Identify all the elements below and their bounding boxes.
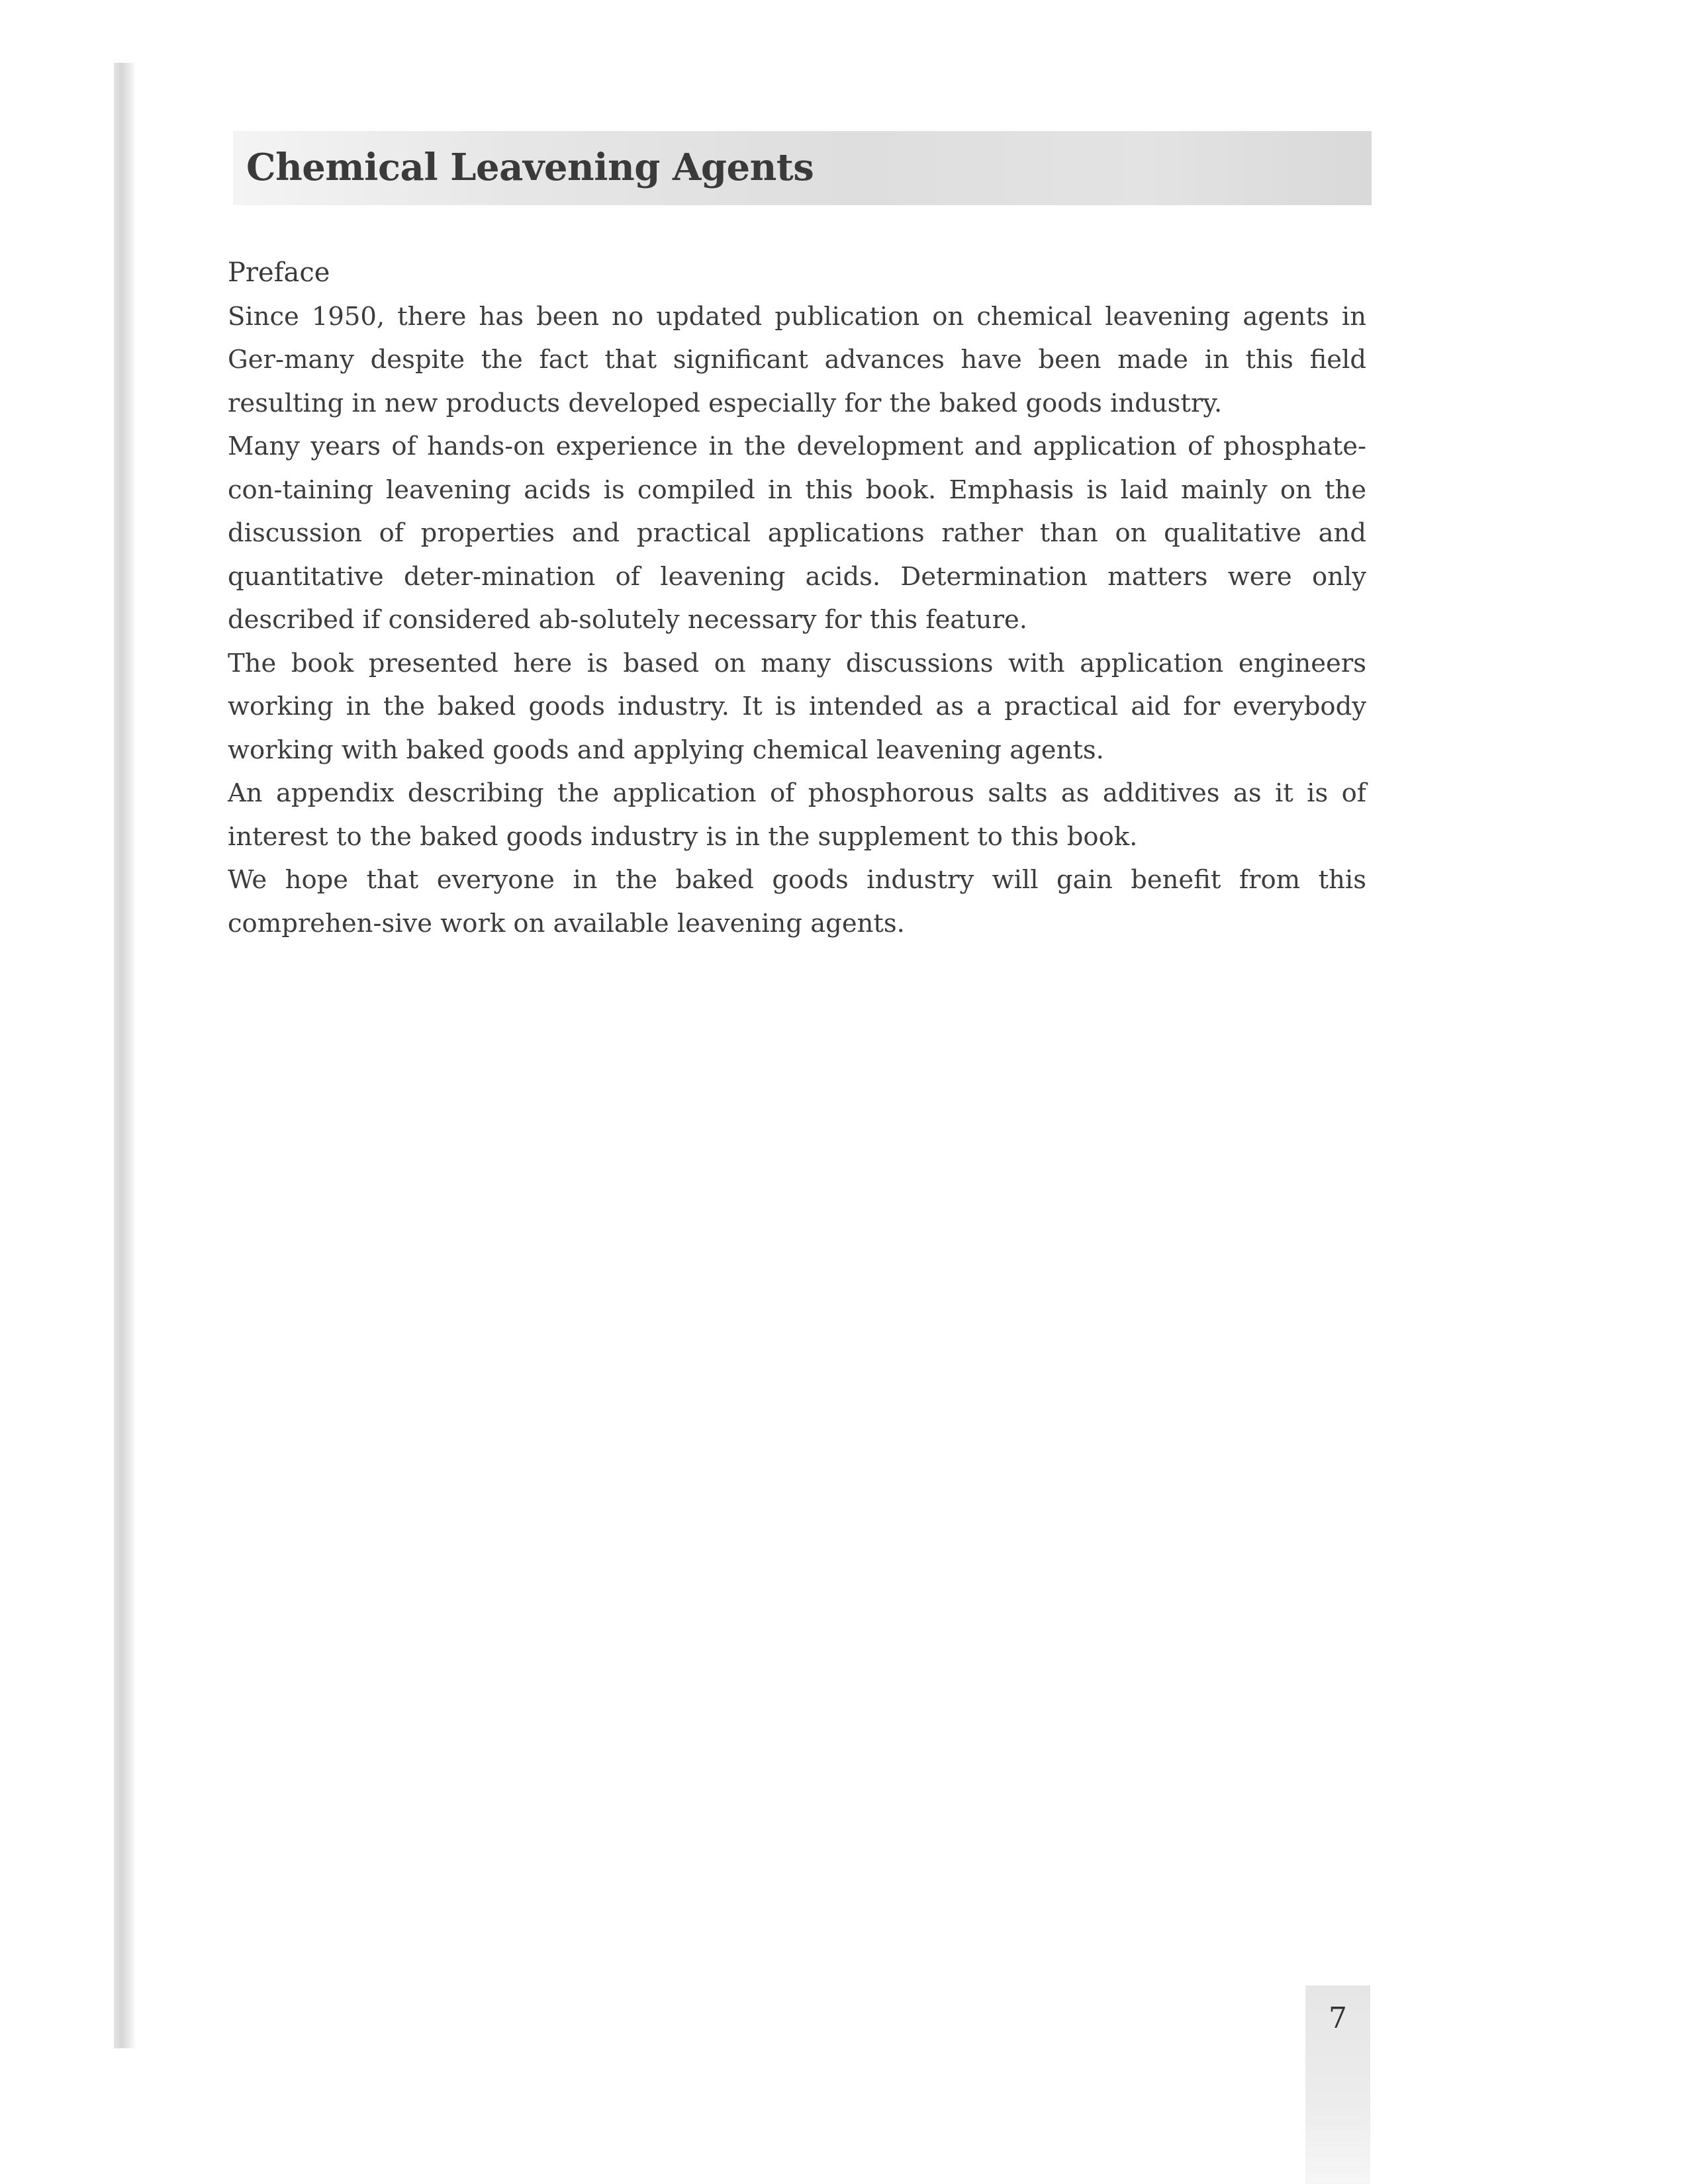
paragraph: Many years of hands-on experience in the development and application of phosphate-con-taining leavening acids is compiled in this book. Emphasis is laid mainly on the discussion of properties and practical applications rather than on qualitative and quantitative deter-mination of leavening acids. Determination matters were only described if considered ab-solutely necessary for this feature. (228, 432, 1366, 635)
chapter-title: Chemical Leavening Agents (246, 146, 814, 189)
section-heading: Preface (228, 257, 330, 288)
preface-section (228, 251, 1366, 945)
paragraph: An appendix describing the application of phosphorous salts as additives as it is of interest to the baked goods industry is in the supplement to this book. (228, 778, 1366, 852)
paragraph: The book presented here is based on many discussions with application engineers working in the baked goods industry. It is intended as a practical aid for everybody working with baked goods and applying chemical leavening agents. (228, 648, 1366, 765)
binding-shadow (114, 63, 135, 2048)
page-number: 7 (1329, 2001, 1347, 2035)
paragraph: We hope that everyone in the baked goods industry will gain benefit from this comprehen-sive work on available leavening agents. (228, 865, 1366, 938)
paragraph: Since 1950, there has been no updated publication on chemical leavening agents in Ger-many despite the fact that significant advances have been made in this field resulting in new products developed especially for the baked goods industry. (228, 301, 1366, 418)
